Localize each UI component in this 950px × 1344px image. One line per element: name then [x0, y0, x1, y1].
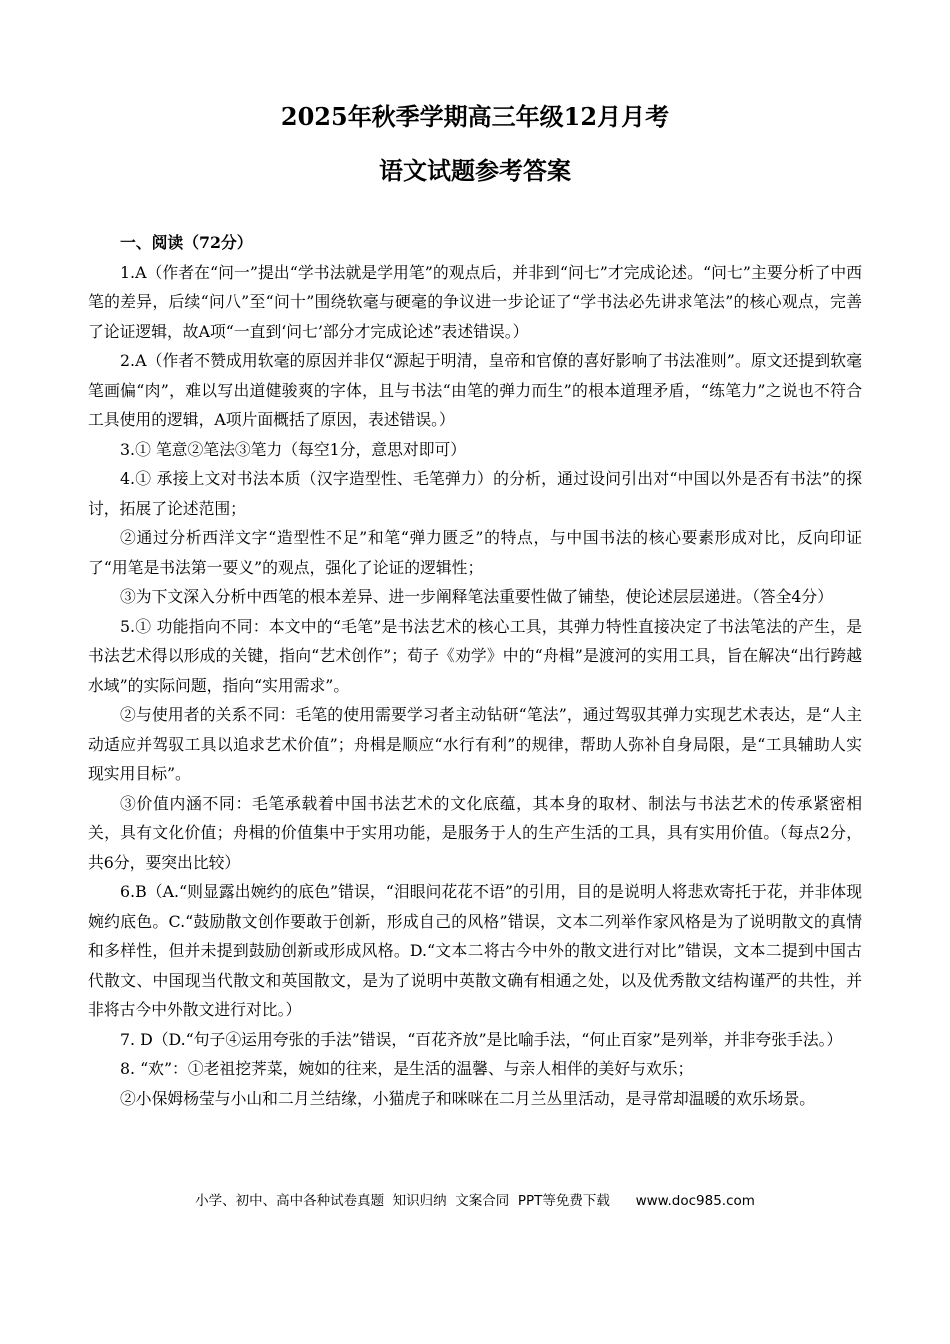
- answer-4-point-2: ②通过分析西洋文字“造型性不足”和笔“弹力匮乏”的特点，与中国书法的核心要素形成对比，反向印证了“用笔是书法第一要义”的观点，强化了论证的逻辑性；: [88, 528, 862, 577]
- answer-2: 2.A（作者不赞成用软毫的原因并非仅“源起于明清，皇帝和官僚的喜好影响了书法准则”。原文还提到软毫笔画偏“肉”，难以写出道健骏爽的字体，且与书法“由笔的弹力而生”的根本道理矛盾，“练笔力”之说也不符合工具使用的逻辑，A项片面概括了原因，表述错误。）: [88, 351, 862, 429]
- document-title: 2025年秋季学期高三年级12月月考: [280, 102, 670, 131]
- answer-content: [88, 228, 862, 1113]
- answer-7: 7. D（D.“句子④运用夸张的手法”错误，“百花齐放”是比喻手法，“何止百家”是列举，并非夸张手法。）: [120, 1029, 843, 1049]
- answer-5-point-2: ②与使用者的关系不同：毛笔的使用需要学习者主动钻研“笔法”，通过驾驭其弹力实现艺术表达，是“人主动适应并驾驭工具以追求艺术价值”；舟楫是顺应“水行有利”的规律，帮助人弥补自身局限，是“工具辅助人实现实用目标”。: [88, 705, 862, 783]
- answer-8-point-2: ②小保姆杨莹与小山和二月兰结缘，小猫虎子和咪咪在二月兰丛里活动，是寻常却温暖的欢乐场景。: [120, 1088, 816, 1108]
- answer-3: 3.① 笔意②笔法③笔力（每空1分，意思对即可）: [120, 439, 467, 459]
- answer-4-point-3: ③为下文深入分析中西笔的根本差异、进一步阐释笔法重要性做了铺垫，使论述层层递进。（答全4分）: [120, 587, 834, 606]
- answer-5-point-3: ③价值内涵不同：毛笔承载着中国书法艺术的文化底蕴，其本身的取材、制法与书法艺术的传承紧密相关，具有文化价值；舟楫的价值集中于实用功能，是服务于人的生产生活的工具，具有实用价值。（每点2分，共6分，要突出比较）: [88, 793, 862, 872]
- answer-6: 6.B（A.“则显露出婉约的底色”错误，“泪眼问花花不语”的引用，目的是说明人将悲欢寄托于花，并非体现婉约底色。C.“鼓励散文创作要敢于创新，形成自己的风格”错误，文本二列举作家风格是为了说明散文的真情和多样性，但并未提到鼓励创新或形成风格。D.“文本二将古今中外的散文进行对比”错误，文本二提到中国古代散文、中国现当代散文和英国散文，是为了说明中英散文确有相通之处，以及优秀散文结构谨严的共性，并非将古今中外散文进行对比。）: [88, 882, 862, 1019]
- answer-8-point-1: 8. “欢”：①老祖挖荠菜，婉如的往来，是生活的温馨、与亲人相伴的美好与欢乐；: [120, 1059, 694, 1078]
- answer-1: 1.A（作者在“问一”提出“学书法就是学用笔”的观点后，并非到“问七”才完成论述。“问七”主要分析了中西笔的差异，后续“问八”至“问十”围绕软毫与硬毫的争议进一步论证了“学书法必先讲求笔法”的核心观点，完善了论证逻辑，故A项“一直到‘问七’部分才完成论述”表述错误。）: [88, 262, 862, 341]
- page-footer: 小学、初中、高中各种试卷真题 知识归纳 文案合同 PPT等免费下载 www.doc985.com: [195, 1193, 755, 1209]
- answer-5-point-1: 5.① 功能指向不同：本文中的“毛笔”是书法艺术的核心工具，其弹力特性直接决定了书法笔法的产生，是书法艺术得以形成的关键，指向“艺术创作”；荀子《劝学》中的“舟楫”是渡河的实用工具，旨在解决“出行跨越水域”的实际问题，指向“实用需求”。: [88, 616, 862, 695]
- section-heading: 一、阅读（72分）: [120, 233, 253, 252]
- document-subtitle: 语文试题参考答案: [379, 156, 571, 185]
- answer-4-point-1: 4.① 承接上文对书法本质（汉字造型性、毛笔弹力）的分析，通过设问引出对“中国以外是否有书法”的探讨，拓展了论述范围；: [88, 469, 862, 518]
